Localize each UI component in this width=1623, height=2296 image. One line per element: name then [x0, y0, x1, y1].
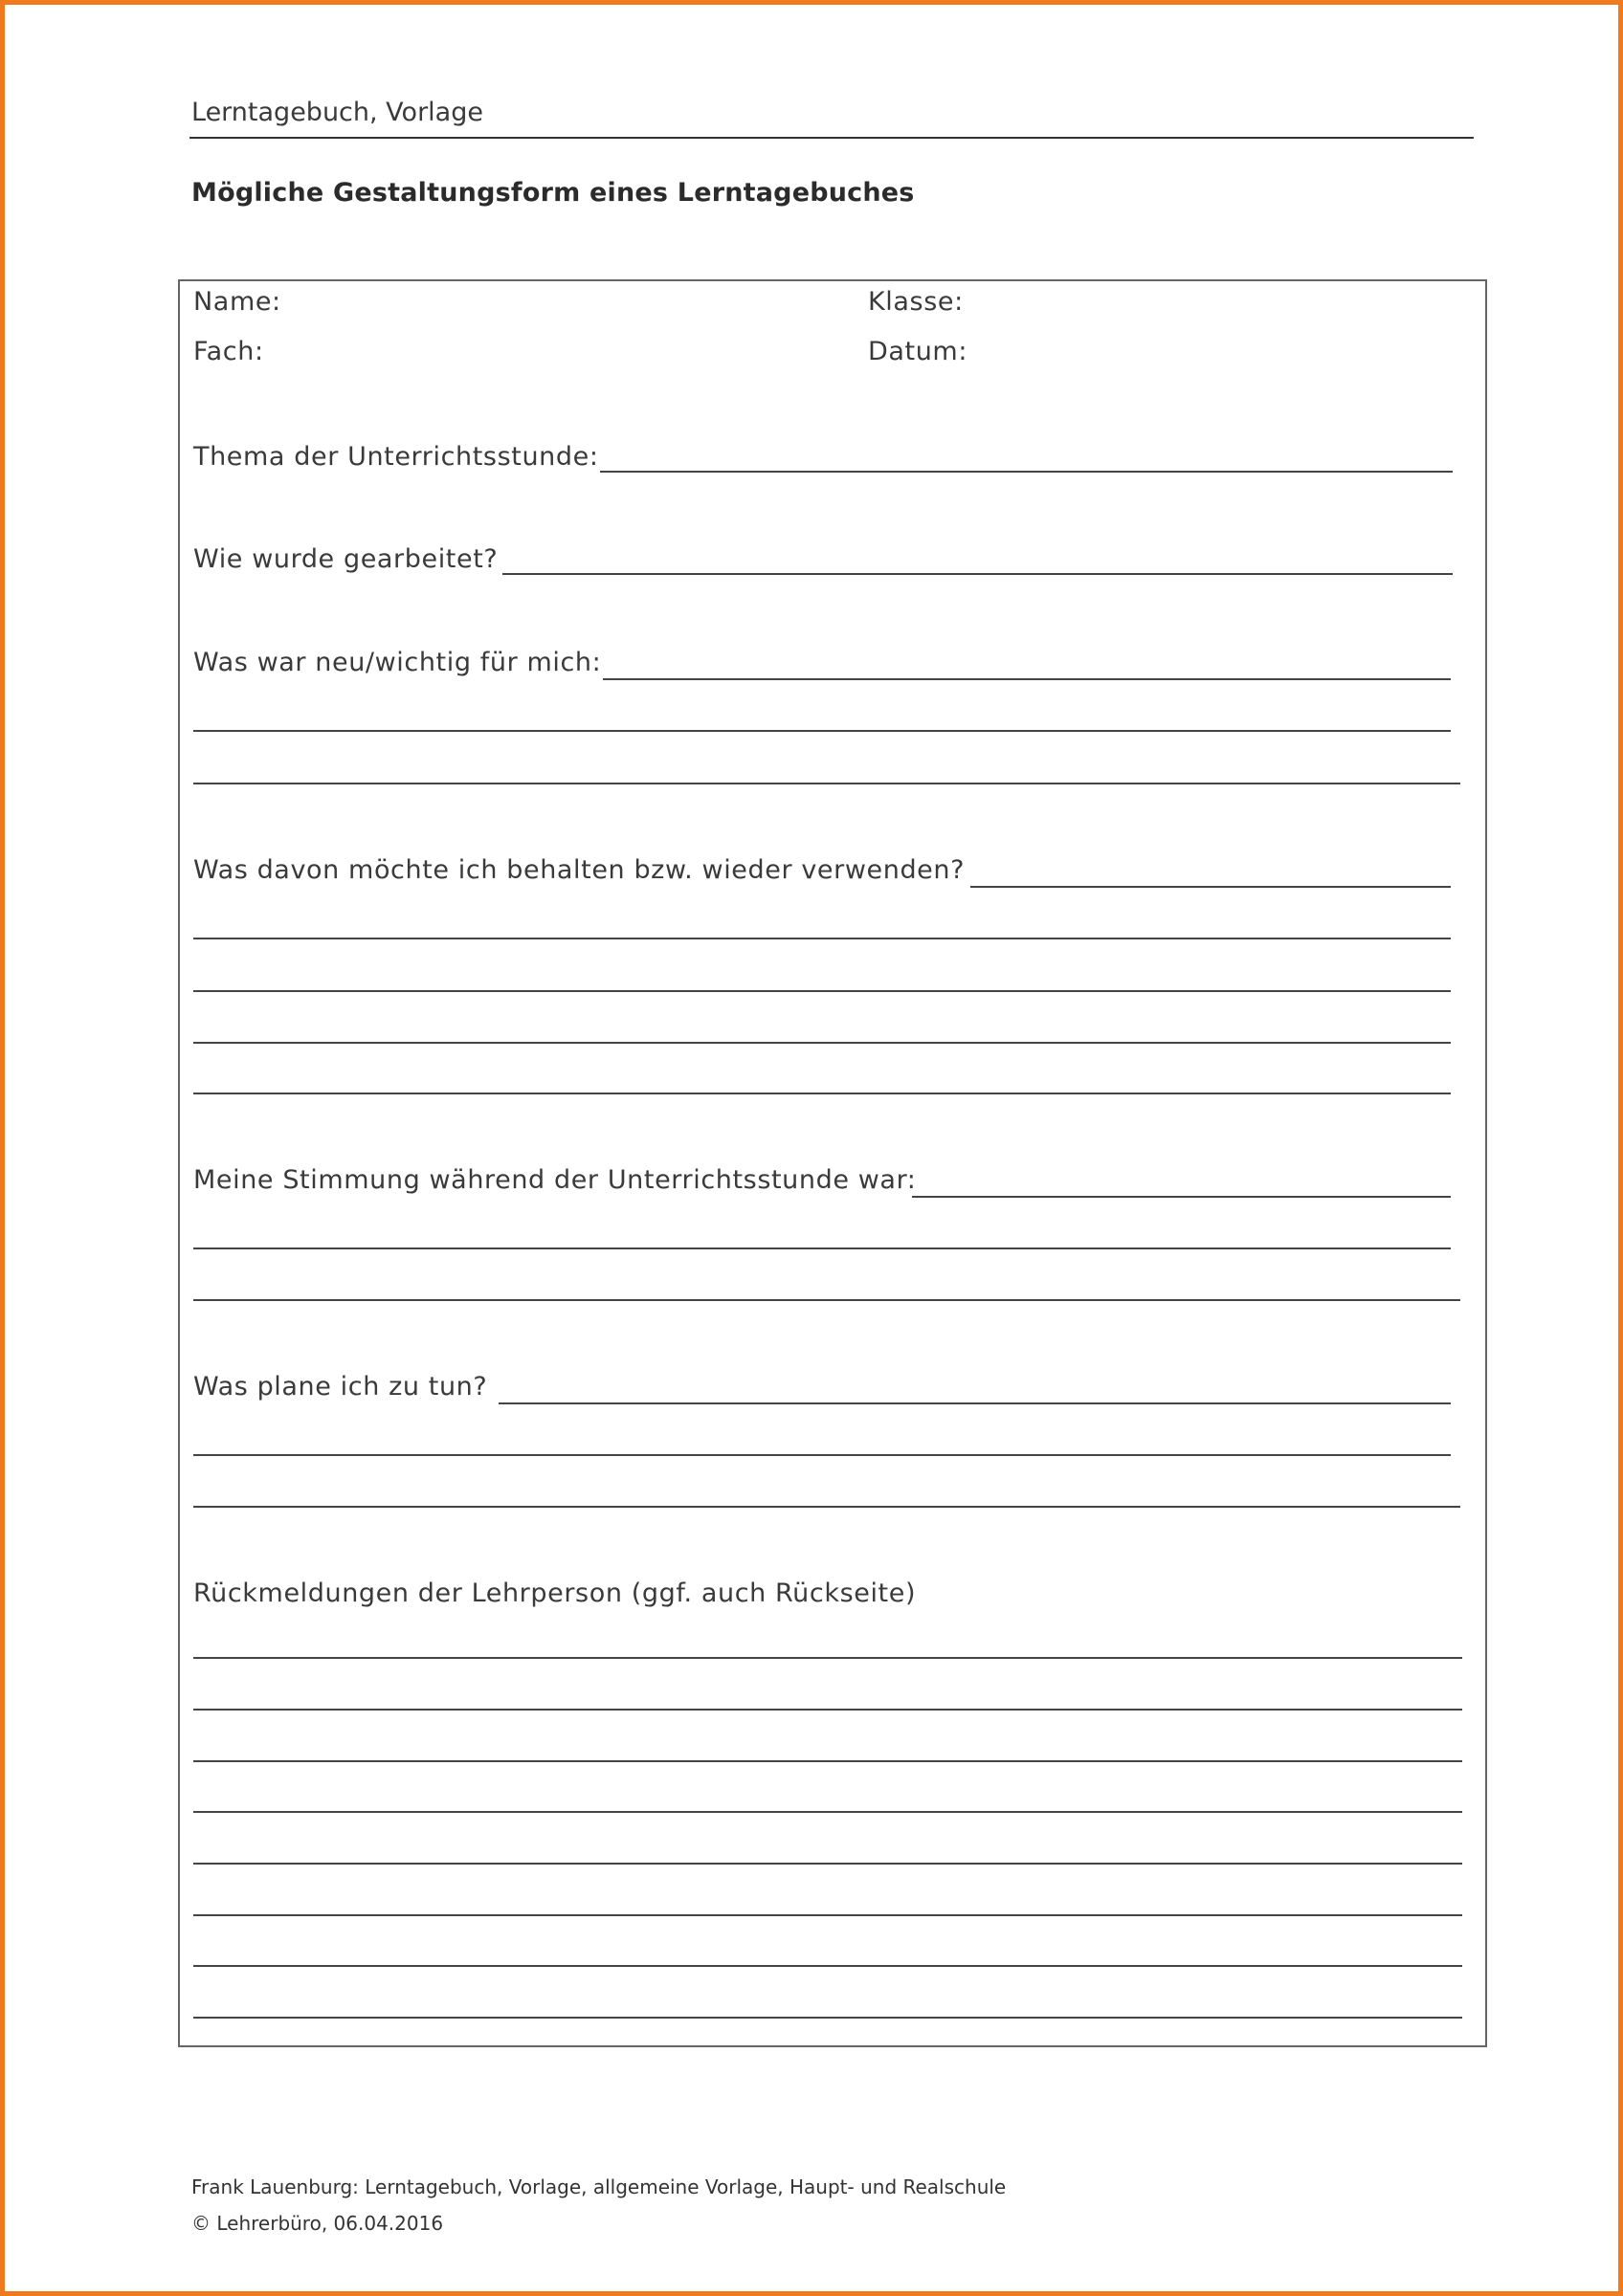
stimmung-line-1[interactable]	[912, 1196, 1451, 1198]
behalten-line-3[interactable]	[193, 990, 1451, 992]
gearbeitet-line[interactable]	[502, 573, 1453, 575]
behalten-line-1[interactable]	[970, 886, 1451, 888]
thema-line[interactable]	[600, 471, 1453, 473]
datum-label: Datum:	[868, 337, 968, 366]
rueckmeldung-line-4[interactable]	[193, 1811, 1462, 1813]
behalten-line-2[interactable]	[193, 938, 1451, 939]
document-heading: Mögliche Gestaltungsform eines Lerntagebuches	[191, 178, 915, 208]
rueckmeldung-line-2[interactable]	[193, 1709, 1462, 1711]
rueckmeldung-line-8[interactable]	[193, 2017, 1462, 2019]
rueckmeldung-line-5[interactable]	[193, 1863, 1462, 1865]
gearbeitet-label: Wie wurde gearbeitet?	[193, 544, 499, 574]
fach-label: Fach:	[193, 337, 264, 366]
plane-label: Was plane ich zu tun?	[193, 1372, 488, 1402]
rueckmeldung-line-6[interactable]	[193, 1914, 1462, 1916]
name-label: Name:	[193, 287, 281, 317]
klasse-label: Klasse:	[868, 287, 964, 317]
neu-line-1[interactable]	[603, 678, 1451, 680]
rueckmeldung-line-1[interactable]	[193, 1657, 1462, 1659]
header-title: Lerntagebuch, Vorlage	[191, 98, 483, 127]
behalten-line-5[interactable]	[193, 1093, 1451, 1094]
plane-line-2[interactable]	[193, 1454, 1451, 1456]
stimmung-line-2[interactable]	[193, 1247, 1451, 1249]
footer-copyright: © Lehrerbüro, 06.04.2016	[191, 2212, 444, 2235]
thema-label: Thema der Unterrichtsstunde:	[193, 442, 599, 472]
rueckmeldung-line-3[interactable]	[193, 1760, 1462, 1762]
rueckmeldung-line-7[interactable]	[193, 1965, 1462, 1967]
behalten-label: Was davon möchte ich behalten bzw. wieder verwenden?	[193, 855, 966, 885]
plane-line-3[interactable]	[193, 1506, 1460, 1508]
plane-line-1[interactable]	[499, 1402, 1451, 1404]
neu-label: Was war neu/wichtig für mich:	[193, 648, 602, 677]
stimmung-line-3[interactable]	[193, 1299, 1460, 1301]
rueckmeldung-label: Rückmeldungen der Lehrperson (ggf. auch Rückseite)	[193, 1578, 917, 1608]
stimmung-label: Meine Stimmung während der Unterrichtsstunde war:	[193, 1165, 917, 1195]
neu-line-3[interactable]	[193, 783, 1460, 784]
behalten-line-4[interactable]	[193, 1042, 1451, 1044]
footer-source: Frank Lauenburg: Lerntagebuch, Vorlage, allgemeine Vorlage, Haupt- und Realschule	[191, 2175, 1007, 2198]
neu-line-2[interactable]	[193, 730, 1451, 732]
header-rule	[189, 137, 1474, 139]
